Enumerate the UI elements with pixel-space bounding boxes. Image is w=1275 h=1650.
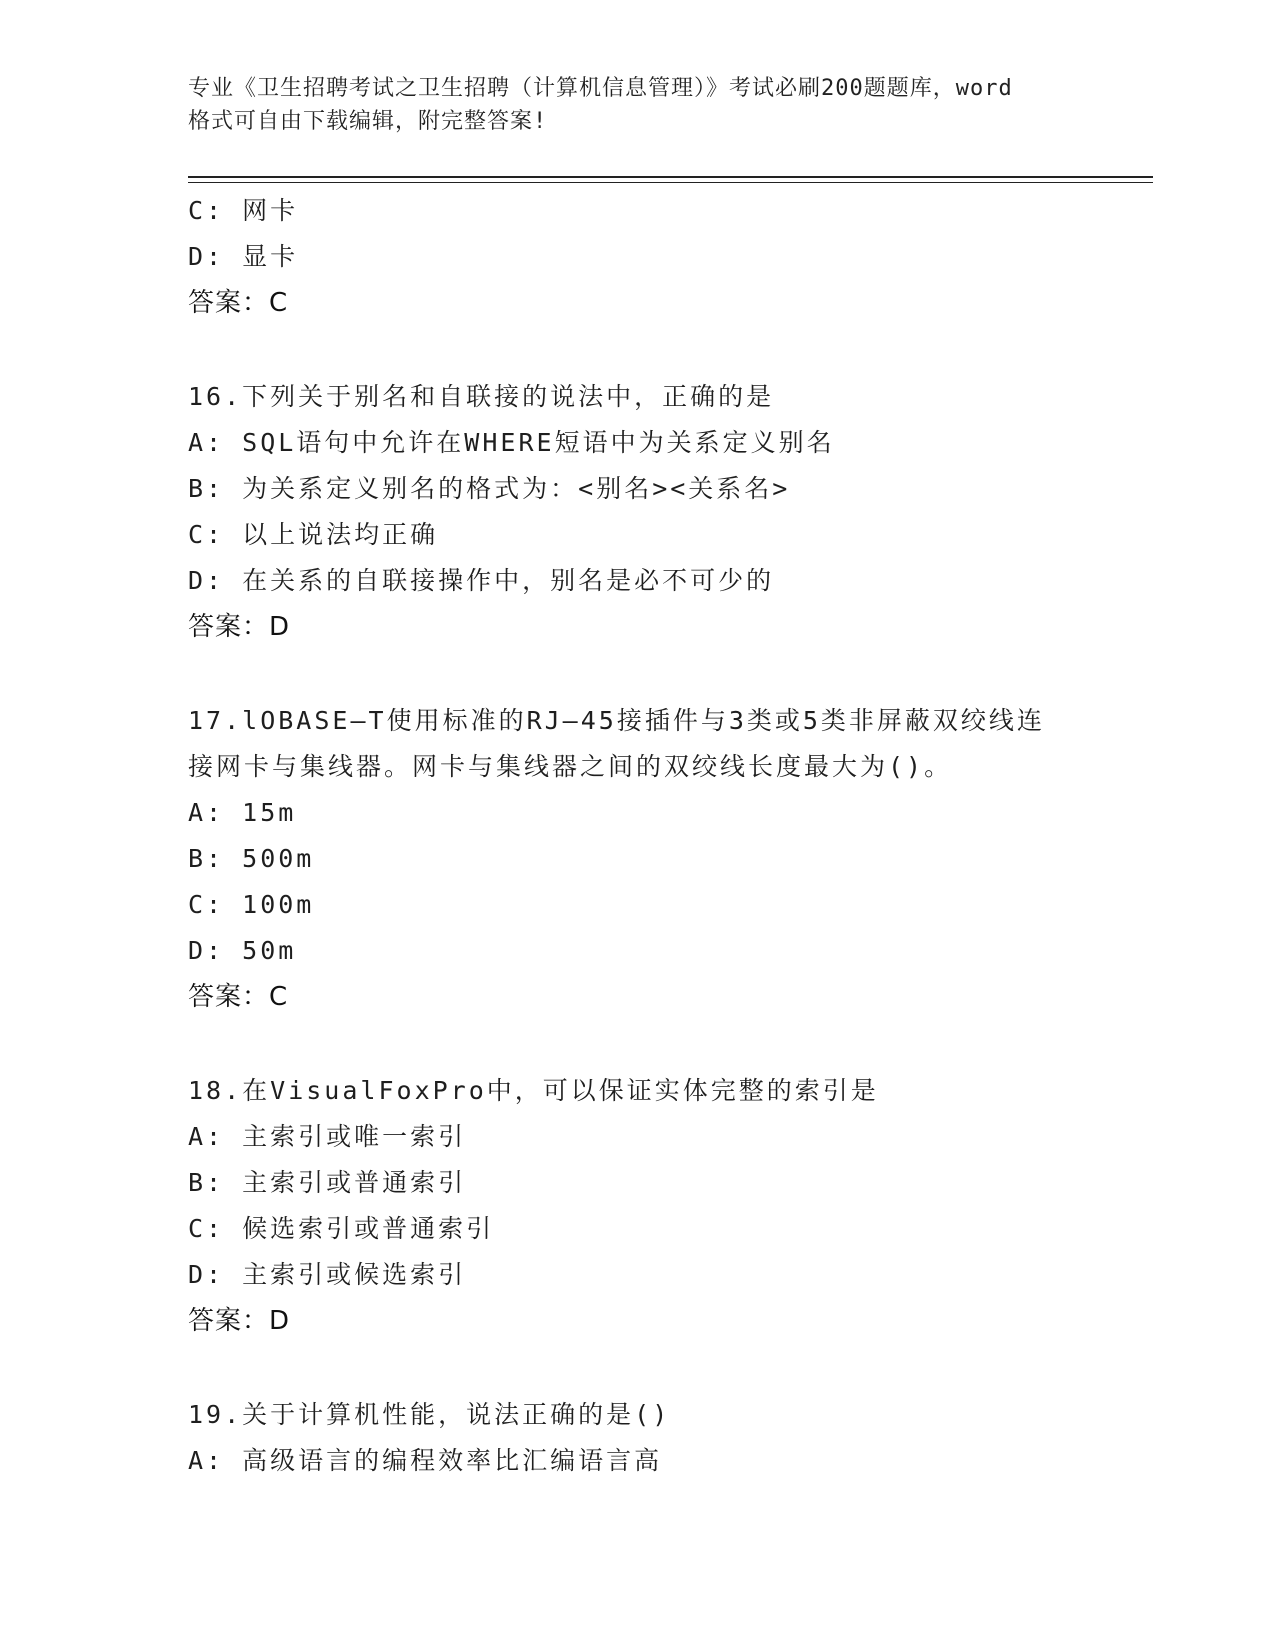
spacer [188, 1020, 1168, 1068]
question-block-17 [188, 698, 1168, 1020]
spacer [188, 326, 1168, 374]
option-b: B: 500m [188, 844, 315, 873]
option-d: D: 显卡 [188, 242, 299, 271]
option-c: C: 以上说法均正确 [188, 520, 439, 549]
option-a: A: 15m [188, 798, 297, 827]
header-divider-thin [188, 182, 1153, 183]
option-c: C: 100m [188, 890, 315, 919]
answer-line: 答案：D [188, 1306, 291, 1336]
question-stem-line-2: 接网卡与集线器。网卡与集线器之间的双绞线长度最大为()。 [188, 752, 953, 781]
question-content [188, 188, 1168, 1484]
option-d: D: 在关系的自联接操作中，别名是必不可少的 [188, 566, 775, 595]
option-d: D: 50m [188, 936, 297, 965]
option-b: B: 为关系定义别名的格式为：<别名><关系名> [188, 474, 791, 503]
answer-line: 答案：C [188, 288, 289, 318]
header-divider-thick [188, 176, 1153, 178]
option-d: D: 主索引或候选索引 [188, 1260, 467, 1289]
answer-line: 答案：C [188, 982, 289, 1012]
spacer [188, 650, 1168, 698]
spacer [188, 1344, 1168, 1392]
option-c: C: 网卡 [188, 196, 299, 225]
question-block-15 [188, 188, 1168, 326]
document-header [188, 72, 1088, 138]
option-c: C: 候选索引或普通索引 [188, 1214, 495, 1243]
question-block-19 [188, 1392, 1168, 1484]
question-stem-line-1: 17.lOBASE—T使用标准的RJ—45接插件与3类或5类非屏蔽双绞线连 [188, 706, 1045, 735]
question-stem: 16.下列关于别名和自联接的说法中，正确的是 [188, 382, 775, 411]
question-block-18 [188, 1068, 1168, 1344]
question-block-16 [188, 374, 1168, 650]
option-a: A: SQL语句中允许在WHERE短语中为关系定义别名 [188, 428, 835, 457]
header-line-1: 专业《卫生招聘考试之卫生招聘（计算机信息管理）》考试必刷200题题库，word [188, 76, 1013, 101]
header-line-2: 格式可自由下载编辑，附完整答案! [188, 109, 548, 134]
option-a: A: 高级语言的编程效率比汇编语言高 [188, 1446, 663, 1475]
option-a: A: 主索引或唯一索引 [188, 1122, 467, 1151]
option-b: B: 主索引或普通索引 [188, 1168, 467, 1197]
question-stem: 18.在VisualFoxPro中，可以保证实体完整的索引是 [188, 1076, 879, 1105]
answer-line: 答案：D [188, 612, 291, 642]
question-stem: 19.关于计算机性能，说法正确的是() [188, 1400, 671, 1429]
